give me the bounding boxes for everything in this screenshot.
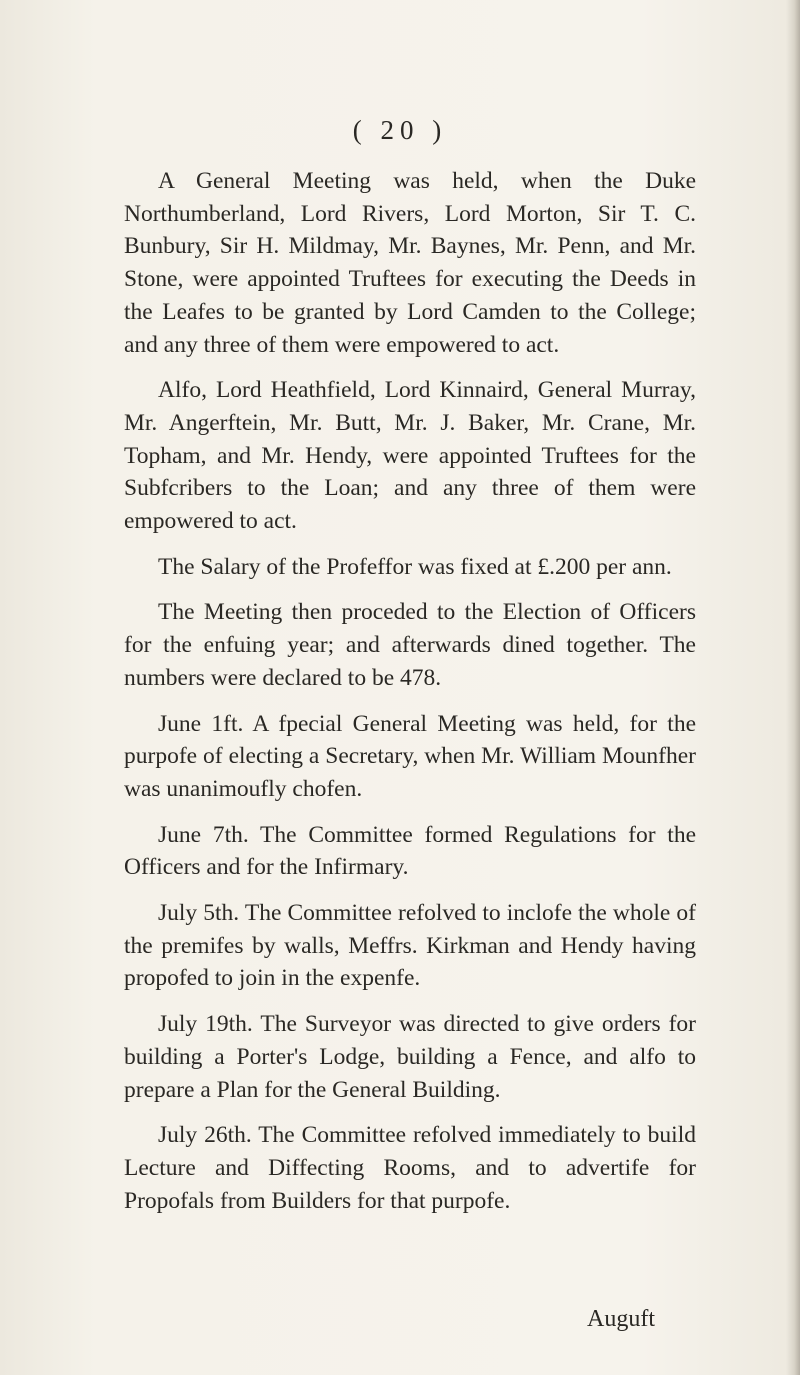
catchword: Auguft — [587, 1306, 655, 1332]
page-number: ( 20 ) — [352, 115, 448, 145]
body-text — [124, 165, 696, 1230]
paragraph-july-19th: July 19th. The Surveyor was directed to give orders for building a Porter's Lodge, building a Fence, and alfo to prepare a Plan for the General Building. — [124, 1011, 696, 1103]
paragraph-july-26th: July 26th. The Committee refolved immediately to build Lecture and Diffecting Rooms, and to advertife for Propofals from Builders for that purpofe. — [124, 1122, 696, 1214]
paragraph-professor-salary: The Salary of the Profeffor was fixed at £.200 per ann. — [158, 553, 672, 580]
page-edge-shadow — [786, 0, 800, 1375]
paragraph-election-of-officers: The Meeting then proceded to the Election of Officers for the enfuing year; and afterwards dined together. The numbers were declared to be 478. — [124, 599, 696, 691]
paragraph-general-meeting: A General Meeting was held, when the Duke Northumberland, Lord Rivers, Lord Morton, Sir T. C. Bunbury, Sir H. Mildmay, Mr. Baynes, Mr. Penn, and Mr. Stone, were appointed Truftees for executing the Deeds in the Leafes to be granted by Lord Camden to the College; and any three of them were empowered to act. — [124, 168, 696, 358]
paragraph-june-1st: June 1ft. A fpecial General Meeting was held, for the purpofe of electing a Secretary, when Mr. William Mounfher was unanimoufly chofen. — [124, 710, 696, 802]
paragraph-july-5th: July 5th. The Committee refolved to inclofe the whole of the premifes by walls, Meffrs. Kirkman and Hendy having propofed to join in the expenfe. — [124, 900, 696, 992]
paragraph-loan-trustees: Alfo, Lord Heathfield, Lord Kinnaird, General Murray, Mr. Angerftein, Mr. Butt, Mr. J. Baker, Mr. Crane, Mr. Topham, and Mr. Hendy, were appointed Truftees for the Subfcribers to the Loan; and any three of them were empowered to act. — [124, 377, 696, 535]
paragraph-june-7th: June 7th. The Committee formed Regulations for the Officers and for the Infirmary. — [124, 821, 696, 881]
